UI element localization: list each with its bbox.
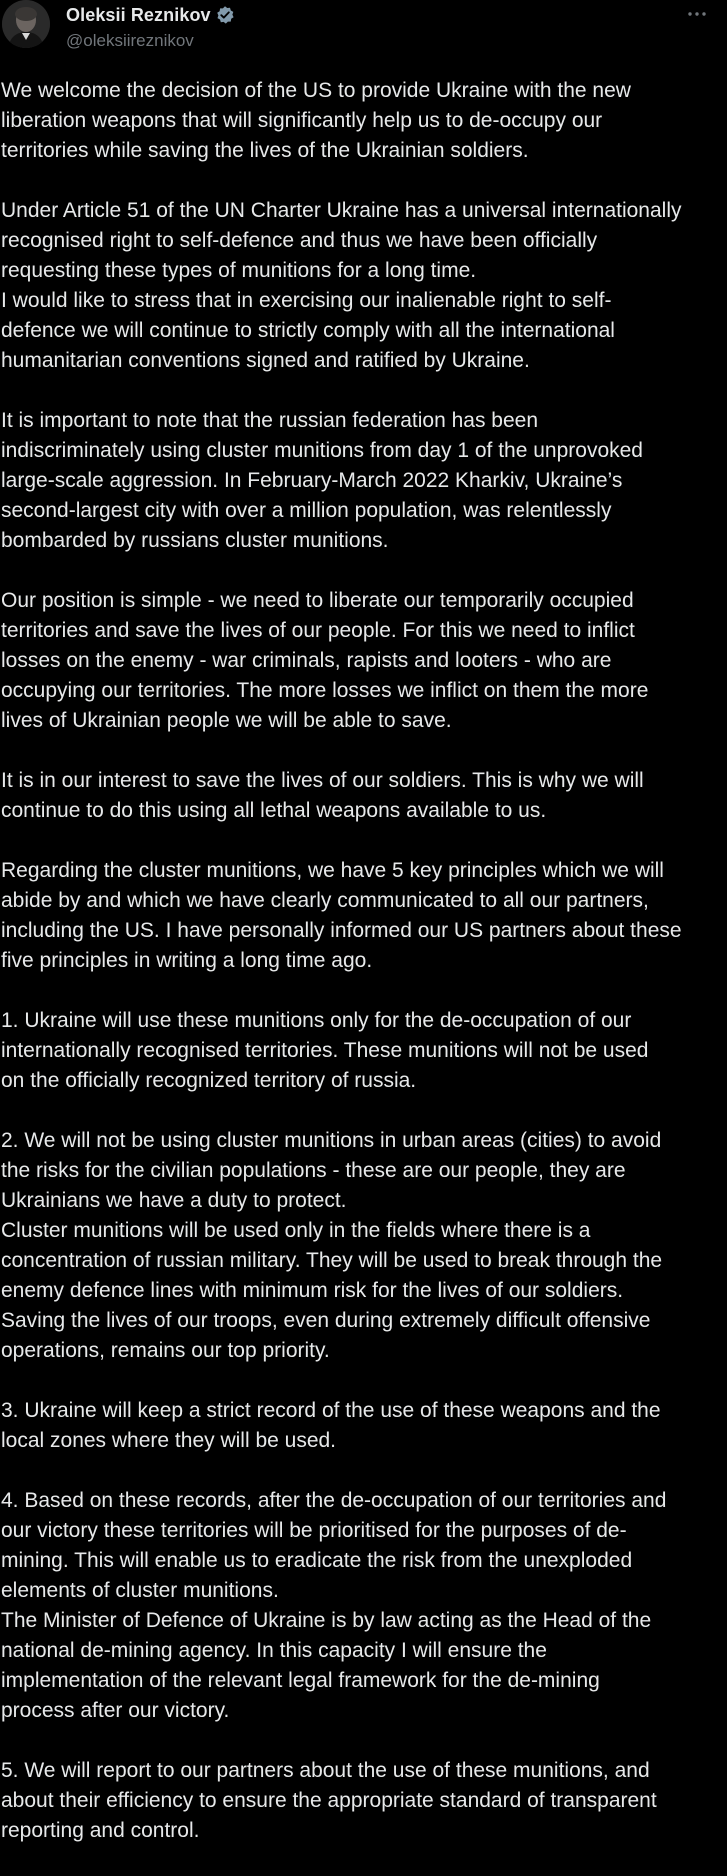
tweet-paragraph: Regarding the cluster munitions, we have 5 key principles which we will abide by and which we have clearly communicated to all our partners, including the US. I have personally informed our US partners about these five principles in writing a long time ago. — [1, 859, 682, 972]
display-name-row — [66, 4, 235, 26]
tweet-paragraph: 1. Ukraine will use these munitions only for the de-occupation of our internationally recognised territories. These munitions will not be used on the officially recognized territory of russia. — [1, 1009, 649, 1092]
tweet-paragraph: We welcome the decision of the US to provide Ukraine with the new liberation weapons that will significantly help us to de-occupy our territories while saving the lives of the Ukrainian soldiers. — [1, 79, 631, 162]
tweet-text — [1, 76, 723, 1876]
tweet-paragraph: It is in our interest to save the lives of our soldiers. This is why we will continue to do this using all lethal weapons available to us. — [1, 769, 644, 822]
verified-badge-icon[interactable] — [215, 5, 235, 25]
tweet-paragraph: 4. Based on these records, after the de-occupation of our territories and our victory these territories will be prioritised for the purposes of de- mining. This will enable us to eradicate the risk from the unexploded elements of cluster munitions. The Minister of Defence of Ukraine is by law acting as the Head of the national de-mining agency. In this capacity I will ensure the implementation of the relevant legal framework for the de-mining process after our victory. — [1, 1489, 667, 1722]
display-name[interactable]: Oleksii Reznikov — [66, 4, 211, 25]
tweet-paragraph: 2. We will not be using cluster munitions in urban areas (cities) to avoid the risks for the civilian populations - these are our people, they are Ukrainians we have a duty to protect. Cluster munitions will be used only in the fields where there is a concentration of russian military. They will be used to break through the enemy defence lines with minimum risk for the lives of our soldiers. Saving the lives of our troops, even during extremely difficult offensive operations, remains our top priority. — [1, 1129, 663, 1362]
author-info — [66, 4, 235, 51]
tweet-header — [0, 0, 727, 60]
tweet-paragraph: It is important to note that the russian federation has been indiscriminately using cluster munitions from day 1 of the unprovoked large-scale aggression. In February-March 2022 Kharkiv, Ukraine’s second-largest city with over a million population, was relentlessly bombarded by russians cluster munitions. — [1, 409, 643, 552]
avatar[interactable] — [2, 0, 50, 48]
tweet-paragraph: Our position is simple - we need to liberate our temporarily occupied territories and save the lives of our people. For this we need to inflict losses on the enemy - war criminals, rapists and looters - who are occupying our territories. The more losses we inflict on them the more lives of Ukrainian people we will be able to save. — [1, 589, 649, 732]
author-handle[interactable]: @oleksiireznikov — [66, 31, 194, 50]
avatar-photo-icon — [2, 0, 50, 48]
more-options-icon[interactable] — [685, 2, 709, 26]
tweet-paragraph: 3. Ukraine will keep a strict record of the use of these weapons and the local zones where they will be used. — [1, 1399, 661, 1452]
tweet-paragraph: 5. We will report to our partners about the use of these munitions, and about their efficiency to ensure the appropriate standard of transparent reporting and control. — [1, 1759, 657, 1842]
tweet-paragraph: Under Article 51 of the UN Charter Ukraine has a universal internationally recognised right to self-defence and thus we have been officially requesting these types of munitions for a long time. I would like to stress that in exercising our inalienable right to self- defence we will continue to strictly comply with all the international humanitarian conventions signed and ratified by Ukraine. — [1, 199, 682, 372]
